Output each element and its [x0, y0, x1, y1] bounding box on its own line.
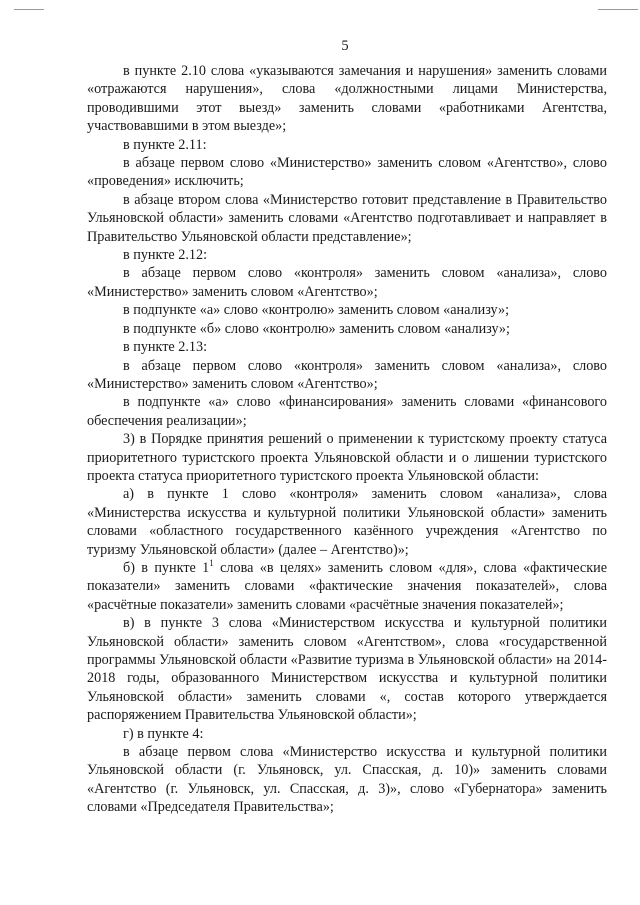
paragraph: в абзаце первом слово «контроля» заменить словом «анализа», слово «Министерство» заменить словом «Агентство»;: [87, 357, 607, 392]
paragraph: в абзаце втором слова «Министерство готовит представление в Правительство Ульяновской области» заменить словами «Агентство подготавливает и направляет в Правительство Ульяновской области представление»;: [87, 191, 607, 245]
paragraph: г) в пункте 4:: [123, 725, 204, 742]
paragraph: в пункте 2.13:: [123, 339, 208, 356]
paragraph-b-start: б) в пункте 1: [123, 559, 210, 576]
paragraph: 3) в Порядке принятия решений о применении к туристскому проекту статуса приоритетного туристского проекта Ульяновской области и о лишении туристского проекта статуса приоритетного туристского проекта Ульяновской области:: [87, 431, 607, 484]
page-number: 5: [341, 38, 349, 54]
document-body: [87, 62, 607, 817]
superscript: 1: [209, 557, 214, 568]
paragraph: в подпункте «а» слово «финансирования» заменить словами «финансового обеспечения реализации»;: [87, 394, 607, 429]
paragraph: в пункте 2.10 слова «указываются замечания и нарушения» заменить словами «отражаются нарушения», слова «должностными лицами Министерства, проводившими этот выезд» заменить словами «работниками Агентства, участвовавшими в этом выезде»;: [87, 63, 607, 135]
paragraph: в) в пункте 3 слова «Министерством искусства и культурной политики Ульяновской области» заменить словом «Агентством», слова «государственной программы Ульяновской области «Развитие туризма в Ульяновской области» на 2014-2018 годы, образованного Министерством искусства и культурной политики Ульяновской области» заменить словами «, состав которого утверждается распоряжением Правительства Ульяновской области»;: [87, 615, 607, 724]
paragraph: а) в пункте 1 слово «контроля» заменить словом «анализа», слова «Министерства искусства и культурной политики Ульяновской области» заменить словами «областного государственного казённого учреждения «Агентство по туризму Ульяновской области» (далее – Агентство)»;: [87, 486, 607, 558]
paragraph: в абзаце первом слова «Министерство искусства и культурной политики Ульяновской области (г. Ульяновск, ул. Спасская, д. 10)» заменить словами «Агентство (г. Ульяновск, ул. Спасская, д. 3)», слово «Губернатора» заменить словами «Председателя Правительства»;: [87, 744, 607, 816]
paragraph-b: [87, 559, 607, 614]
paragraph: в подпункте «б» слово «контролю» заменить словом «анализу»;: [123, 320, 510, 337]
paragraph-b-rest: слова «в целях» заменить словом «для», слова «фактические показатели» заменить словами «фактические значения показателей», слова «расчётные показатели» заменить словами «расчётные значения показателей»;: [87, 559, 607, 613]
scan-edge-mark-left: [14, 9, 44, 10]
paragraph: в абзаце первом слово «контроля» заменить словом «анализа», слово «Министерство» заменить словом «Агентство»;: [87, 265, 607, 300]
scan-edge-mark-right: [598, 9, 638, 10]
paragraph: в пункте 2.12:: [123, 247, 208, 264]
paragraph: в подпункте «а» слово «контролю» заменить словом «анализу»;: [123, 302, 510, 319]
paragraph: в абзаце первом слово «Министерство» заменить словом «Агентство», слово «проведения» исключить;: [87, 155, 607, 190]
paragraph: в пункте 2.11:: [123, 136, 207, 153]
